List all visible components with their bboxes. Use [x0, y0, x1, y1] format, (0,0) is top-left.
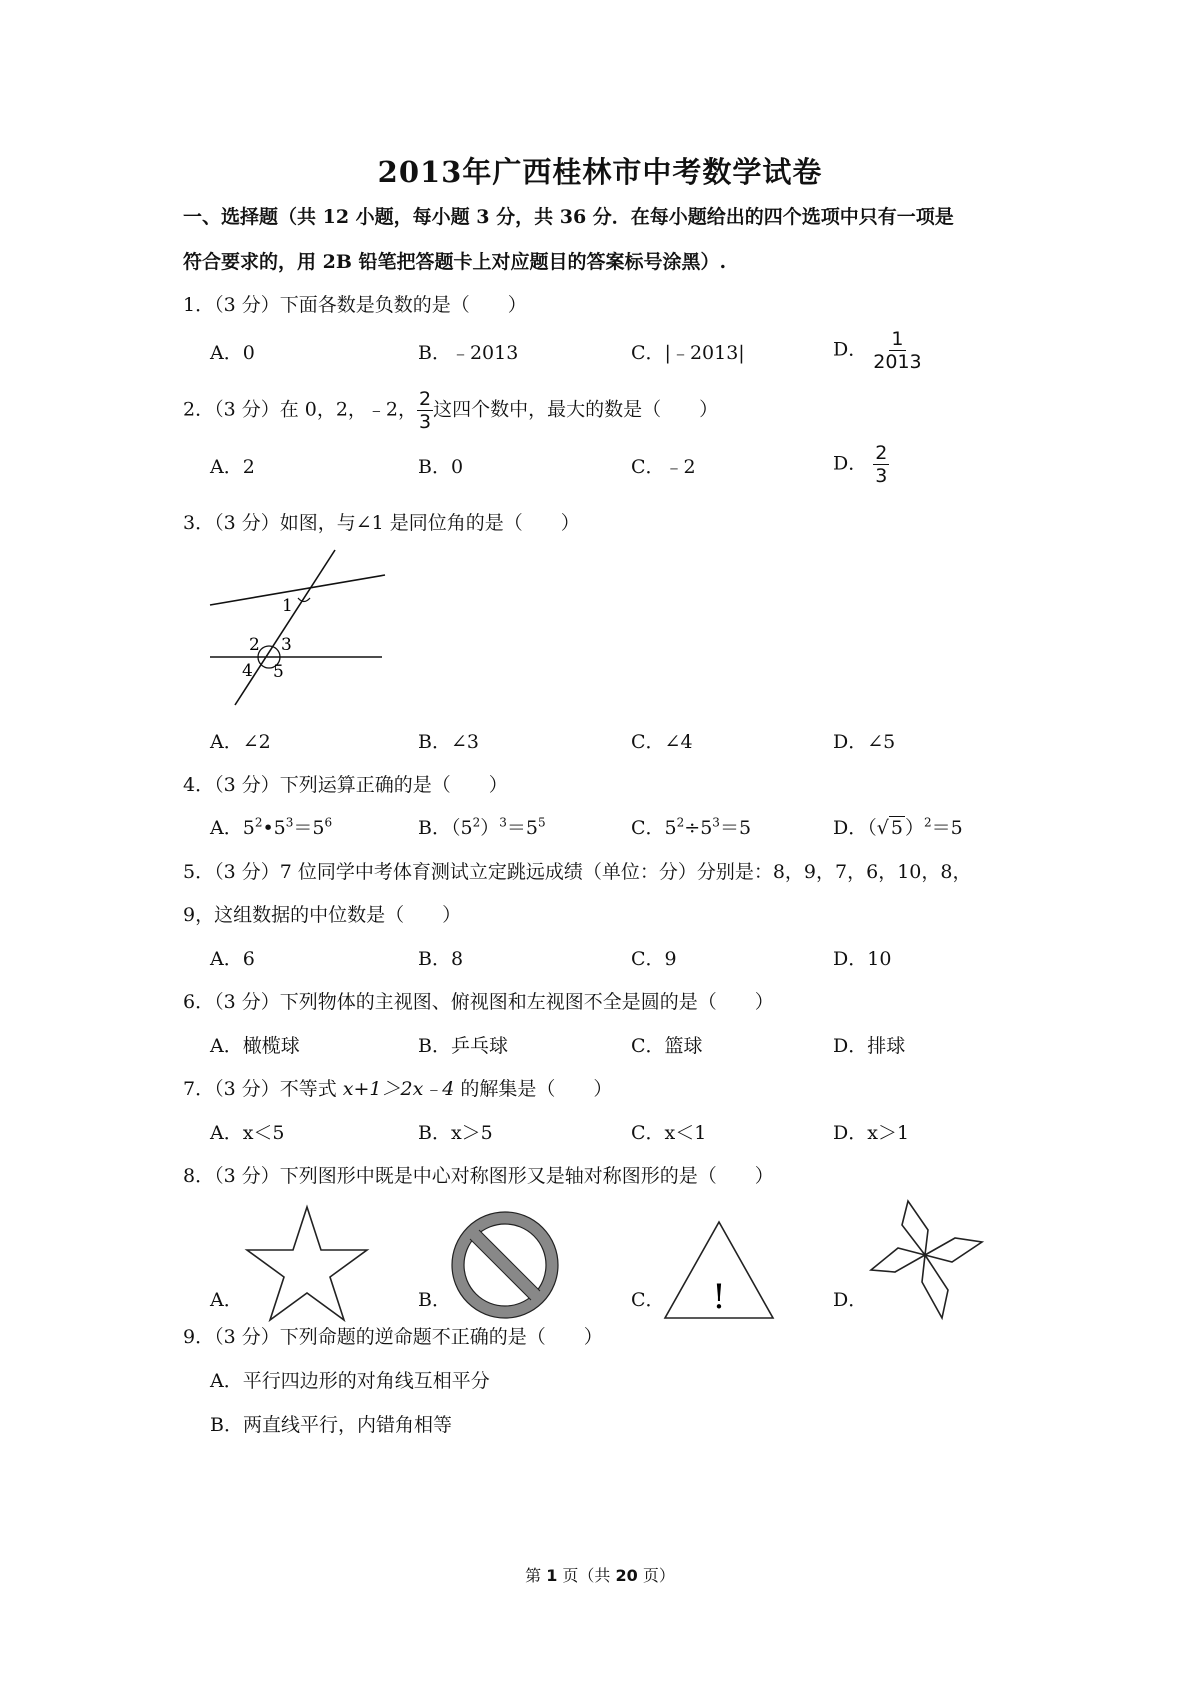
q7-option-c: C．x＜1	[631, 1122, 707, 1144]
fraction-denominator: 2013	[873, 351, 922, 373]
q2-option-d	[833, 442, 889, 487]
q2-stem-before: 2．（3 分）在 0，2，﹣2，	[183, 398, 418, 421]
q7-stem-before: 7．（3 分）不等式	[183, 1078, 343, 1100]
prohibition-sign-icon	[450, 1210, 560, 1320]
footer-prefix: 第	[525, 1566, 547, 1585]
q9-option-b: B．两直线平行，内错角相等	[210, 1414, 452, 1436]
q7-stem-after: 的解集是（ ）	[454, 1078, 613, 1100]
q1-option-b: B．﹣2013	[418, 342, 519, 364]
q3-option-c: C．∠4	[631, 731, 693, 753]
q7-option-b: B．x＞5	[418, 1122, 493, 1144]
section-heading-line1: 一、选择题（共 12 小题，每小题 3 分，共 36 分．在每小题给出的四个选项中只有一项是	[183, 206, 954, 228]
page-title: 2013年广西桂林市中考数学试卷	[377, 155, 823, 189]
question-5-stem-line2: 9，这组数据的中位数是（ ）	[183, 904, 462, 926]
q6-option-a: A．橄榄球	[210, 1035, 300, 1057]
q4-option-a-label: A．	[210, 817, 243, 839]
q8-option-b: B．	[418, 1289, 451, 1311]
q1-option-c: C．|﹣2013|	[631, 342, 745, 364]
angle-label-3: 3	[281, 635, 292, 655]
fraction-numerator: 2	[875, 442, 888, 464]
q2-option-d-label: D．	[833, 452, 868, 475]
question-5-stem-line1: 5．（3 分）7 位同学中考体育测试立定跳远成绩（单位：分）分别是：8，9，7，6，10，8，	[183, 861, 972, 883]
section-heading-line2: 符合要求的，用 2B 铅笔把答题卡上对应题目的答案标号涂黑）.	[183, 251, 727, 273]
q4-option-c: C．$5^2\div 5^3=5$	[631, 815, 752, 839]
square-root: √ 5	[876, 817, 903, 839]
fraction-numerator: 1	[891, 328, 904, 350]
q1-option-d-fraction	[873, 328, 921, 373]
q4-option-b-label: B．	[418, 817, 451, 839]
q6-option-b: B．乒乓球	[418, 1035, 508, 1057]
angle-label-4: 4	[242, 661, 253, 681]
q2-stem-after: 这四个数中，最大的数是（ ）	[433, 398, 719, 421]
question-2-stem	[183, 388, 718, 433]
q5-option-d: D．10	[833, 948, 892, 970]
q8-option-d: D．	[833, 1289, 868, 1311]
pinwheel-icon	[870, 1200, 985, 1325]
q6-option-d: D．排球	[833, 1035, 906, 1057]
q4-option-b: B．$(5^2)^3=5^5$	[418, 815, 546, 839]
q4-option-a: A．$5^2•5^3=5^6$	[210, 815, 333, 839]
star-icon	[245, 1205, 370, 1320]
q4-option-c-label: C．	[631, 817, 665, 839]
q5-option-c: C．9	[631, 948, 677, 970]
q5-option-b: B．8	[418, 948, 464, 970]
warning-mark: !	[712, 1277, 726, 1317]
q6-option-c: C．篮球	[631, 1035, 703, 1057]
question-4-stem: 4．（3 分）下列运算正确的是（ ）	[183, 774, 508, 796]
q9-option-a: A．平行四边形的对角线互相平分	[210, 1370, 490, 1392]
q3-option-d: D．∠5	[833, 731, 896, 753]
fraction-denominator: 3	[419, 411, 432, 433]
angle-label-2: 2	[249, 635, 260, 655]
q8-option-a: A．	[210, 1289, 243, 1311]
q3-option-a: A．∠2	[210, 731, 271, 753]
question-3-stem: 3．（3 分）如图，与∠1 是同位角的是（ ）	[183, 512, 580, 534]
q8-option-c: C．	[631, 1289, 665, 1311]
upper-line	[210, 575, 385, 605]
q2-option-c: C．﹣2	[631, 456, 696, 478]
question-1-stem: 1．（3 分）下面各数是负数的是（ ）	[183, 294, 527, 316]
question-8-stem: 8．（3 分）下列图形中既是中心对称图形又是轴对称图形的是（ ）	[183, 1165, 774, 1187]
question-9-stem: 9．（3 分）下列命题的逆命题不正确的是（ ）	[183, 1326, 603, 1348]
fraction-numerator: 2	[419, 388, 432, 410]
q1-option-d	[833, 328, 922, 373]
fraction-denominator: 3	[875, 465, 888, 487]
q2-stem-fraction	[417, 388, 433, 433]
q2-option-d-fraction	[873, 442, 889, 487]
footer-suffix: 页）	[637, 1566, 675, 1585]
q7-stem-expression: x+1＞2x﹣4	[342, 1078, 455, 1100]
page-footer	[0, 1563, 1200, 1586]
footer-total-pages: 20	[615, 1566, 638, 1585]
q3-option-b: B．∠3	[418, 731, 479, 753]
q2-option-a: A．2	[210, 456, 255, 478]
q7-option-d: D．x＞1	[833, 1122, 910, 1144]
transversal-line	[235, 550, 335, 705]
q7-option-a: A．x＜5	[210, 1122, 285, 1144]
q5-option-a: A．6	[210, 948, 255, 970]
q1-option-a: A．0	[210, 342, 255, 364]
footer-middle: 页（共	[557, 1566, 616, 1585]
footer-page-number: 1	[546, 1566, 558, 1585]
angle-label-5: 5	[273, 662, 284, 682]
question-7-stem	[183, 1074, 612, 1101]
q4-option-d: D．（√ 5 ）$^2$＝5	[833, 815, 963, 839]
angle-label-1: 1	[282, 596, 293, 616]
question-6-stem: 6．（3 分）下列物体的主视图、俯视图和左视图不全是圆的是（ ）	[183, 991, 774, 1013]
q2-option-b: B．0	[418, 456, 464, 478]
angle-figure	[190, 545, 390, 715]
warning-triangle-icon	[663, 1220, 775, 1320]
q1-option-d-label: D．	[833, 338, 868, 361]
q4-option-d-label: D．	[833, 817, 868, 839]
